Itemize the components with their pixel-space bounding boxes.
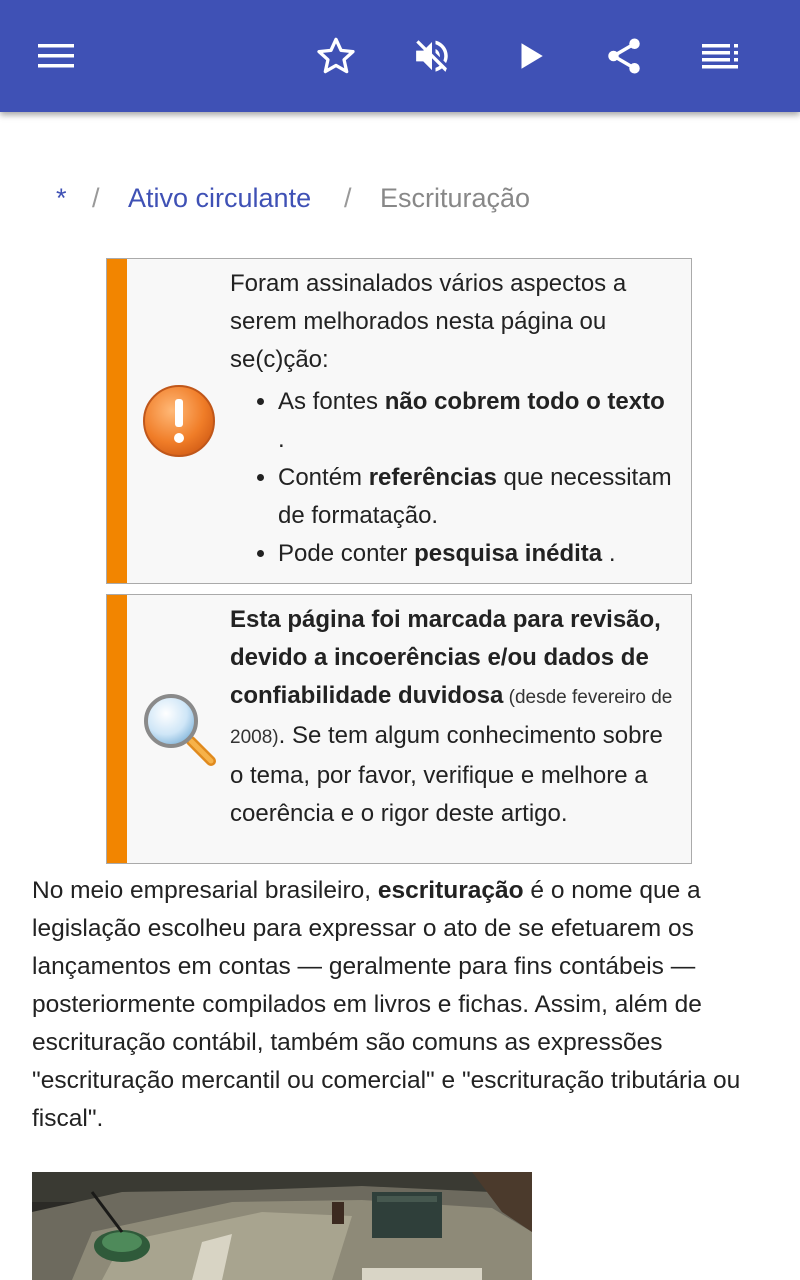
notice-intro: Foram assinalados vários aspectos a serem melhorados nesta página ou se(c)ção: bbox=[230, 270, 627, 373]
warning-exclamation-icon bbox=[141, 383, 217, 464]
review-date: (desde fevereiro de 2008) bbox=[230, 687, 673, 748]
review-notice-rest: . Se tem algum conhecimento sobre o tema, por favor, verifique e melhore a coerência e o rigor deste artigo. bbox=[230, 722, 663, 827]
issue-list bbox=[230, 383, 675, 573]
paragraph-bold-term: escrituração bbox=[377, 877, 524, 904]
favorite-button[interactable] bbox=[306, 26, 366, 86]
breadcrumb-parent-link[interactable]: Ativo circulante bbox=[128, 183, 312, 213]
menu-icon bbox=[36, 41, 76, 71]
notice-accent-bar bbox=[107, 595, 127, 863]
mute-button[interactable] bbox=[402, 26, 462, 86]
menu-button[interactable] bbox=[26, 26, 86, 86]
paragraph-text: No meio empresarial brasileiro, bbox=[32, 877, 378, 904]
breadcrumb bbox=[0, 178, 800, 222]
list-item bbox=[278, 535, 675, 573]
item-text: que necessitam de formatação. bbox=[278, 464, 672, 529]
review-notice bbox=[106, 594, 692, 864]
item-bold-link[interactable]: pesquisa inédita bbox=[414, 540, 603, 567]
magnifier-icon bbox=[141, 691, 217, 772]
maintenance-notice bbox=[106, 258, 692, 584]
article-paragraph bbox=[32, 872, 772, 1138]
volume-off-icon bbox=[411, 35, 453, 77]
item-text: Pode conter bbox=[278, 540, 415, 567]
breadcrumb-current: Escrituração bbox=[380, 183, 531, 213]
app-bar bbox=[0, 0, 800, 112]
review-notice-bold: Esta página foi marcada para revisão, devido a incoerências e/ou dados de confiabilidade duvidosa bbox=[230, 606, 661, 709]
share-button[interactable] bbox=[594, 26, 654, 86]
item-bold-link[interactable]: referências bbox=[368, 464, 497, 491]
item-text: Contém bbox=[278, 464, 369, 491]
breadcrumb-separator: / bbox=[344, 183, 352, 213]
item-text: As fontes bbox=[278, 388, 385, 415]
breadcrumb-root-link[interactable]: * bbox=[56, 183, 67, 213]
notice-accent-bar bbox=[107, 259, 127, 583]
list-icon bbox=[700, 41, 740, 71]
item-text: . bbox=[602, 540, 616, 567]
list-item bbox=[278, 459, 675, 535]
list-item bbox=[278, 383, 675, 459]
item-text: . bbox=[278, 426, 285, 453]
play-button[interactable] bbox=[500, 26, 560, 86]
share-icon bbox=[603, 35, 645, 77]
paragraph-text: é o nome que a legislação escolheu para expressar o ato de se efetuarem os lançamentos em contas — geralmente para fins contábeis — posteriormente compilados em livros e fichas. Assim, além de escrituração contábil, também são comuns as expressões "escrituração mercantil ou comercial" e "escrituração tributária ou fiscal". bbox=[32, 877, 741, 1132]
play-icon bbox=[513, 39, 547, 73]
item-bold-link[interactable]: não cobrem todo o texto bbox=[384, 388, 665, 415]
toc-button[interactable] bbox=[690, 26, 750, 86]
breadcrumb-separator: / bbox=[92, 183, 100, 213]
star-outline-icon bbox=[315, 35, 357, 77]
article-image[interactable] bbox=[32, 1172, 532, 1280]
notice-text bbox=[230, 601, 675, 833]
notice-text bbox=[230, 265, 675, 573]
